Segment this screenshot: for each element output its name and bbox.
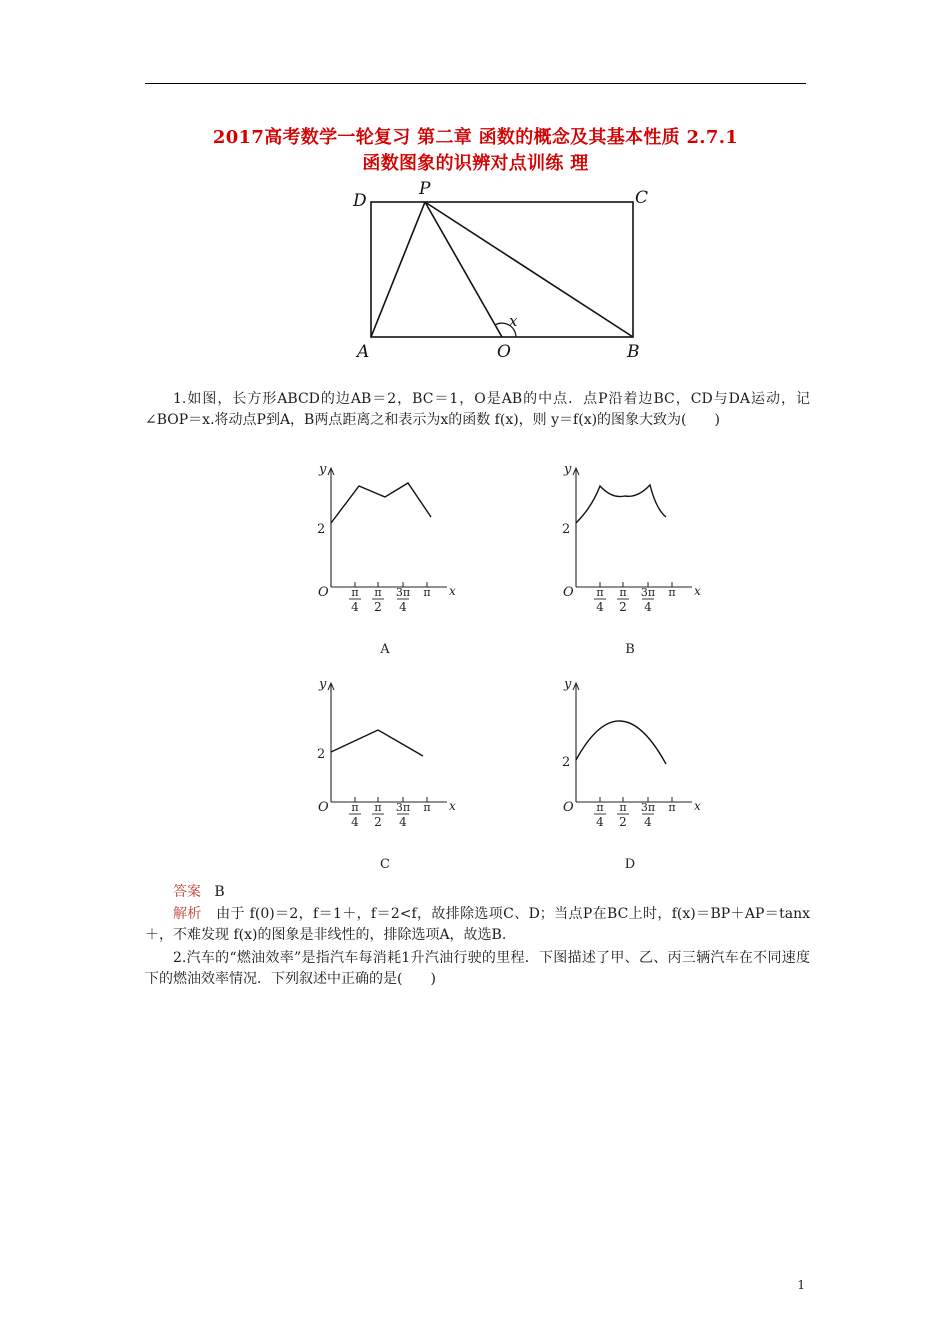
y-axis-label: y [319, 677, 327, 692]
origin-label: O [318, 800, 329, 815]
label-p: P [419, 179, 431, 199]
x-tick-numerator: π [351, 801, 359, 814]
y-tick-label: 2 [562, 755, 571, 770]
y-tick-label: 2 [317, 522, 326, 537]
x-tick-numerator: π [619, 801, 627, 814]
x-tick-denominator: 4 [399, 600, 407, 614]
y-axis-label: y [564, 462, 572, 477]
x-tick-numerator: π [619, 586, 627, 599]
question-2: 2.汽车的“燃油效率”是指汽车每消耗1升汽油行驶的里程．下图描述了甲、乙、丙三辆汽车在不同速度下的燃油效率情况．下列叙述中正确的是( ) [145, 950, 810, 987]
x-tick-numerator: π [423, 801, 431, 814]
x-tick-numerator: 3π [395, 801, 411, 814]
label-a: A [357, 342, 370, 362]
x-axis-label: x [449, 584, 456, 598]
header-rule [145, 83, 806, 84]
option-label: C [380, 857, 390, 872]
x-tick-denominator: 2 [619, 815, 627, 829]
x-tick-numerator: π [596, 586, 604, 599]
segment-ap [371, 202, 425, 337]
analysis-paragraph [145, 904, 810, 946]
x-axis-label: x [449, 799, 456, 813]
x-axis-label: x [694, 799, 701, 813]
x-tick-numerator: π [374, 586, 382, 599]
origin-label: O [563, 800, 574, 815]
segment-op [425, 202, 502, 337]
y-tick-label: 2 [562, 522, 571, 537]
x-tick-numerator: π [596, 801, 604, 814]
x-tick-denominator: 4 [351, 600, 359, 614]
graph-d [550, 670, 735, 880]
option-label: D [624, 857, 636, 872]
x-tick-numerator: π [423, 586, 431, 599]
graph-c [305, 670, 490, 880]
function-curve [331, 730, 423, 756]
label-o: O [497, 342, 511, 362]
x-tick-numerator: π [374, 801, 382, 814]
label-b: B [627, 342, 640, 362]
x-tick-denominator: 4 [596, 600, 604, 614]
answer-value: B [214, 884, 225, 900]
x-tick-denominator: 4 [644, 600, 652, 614]
rectangle-figure [340, 175, 660, 375]
graph-b [550, 455, 735, 665]
page-number: 1 [797, 1278, 805, 1292]
y-tick-label: 2 [317, 747, 326, 762]
title-line-1: 2017高考数学一轮复习 第二章 函数的概念及其基本性质 2.7.1 [212, 127, 739, 148]
x-tick-numerator: π [668, 801, 676, 814]
x-tick-denominator: 4 [351, 815, 359, 829]
graph-a [305, 455, 490, 665]
x-tick-numerator: 3π [640, 586, 656, 599]
x-tick-denominator: 4 [596, 815, 604, 829]
origin-label: O [563, 585, 574, 600]
label-x: x [509, 312, 518, 330]
analysis-text: 由于 f(0)＝2，f＝1＋，f＝2<f，故排除选项C、D；当点P在BC上时，f(x)＝BP＋AP＝tanx＋，不难发现 f(x)的图象是非线性的，排除选项A，故选B. [145, 906, 810, 943]
x-tick-denominator: 4 [644, 815, 652, 829]
rectangle-abcd [371, 202, 633, 337]
title-line-2: 函数图象的识辨对点训练 理 [362, 153, 589, 174]
analysis-label: 解析 [173, 906, 202, 922]
x-tick-numerator: π [351, 586, 359, 599]
x-axis-label: x [694, 584, 701, 598]
option-label: B [625, 642, 635, 657]
y-axis-label: y [564, 677, 572, 692]
option-label: A [380, 642, 390, 657]
document-title [145, 125, 806, 177]
segment-bp [425, 202, 633, 337]
x-tick-denominator: 2 [374, 600, 382, 614]
x-tick-numerator: π [668, 586, 676, 599]
x-tick-numerator: 3π [640, 801, 656, 814]
function-curve [576, 485, 666, 523]
function-curve [331, 483, 431, 523]
x-tick-numerator: 3π [395, 586, 411, 599]
x-tick-denominator: 2 [619, 600, 627, 614]
origin-label: O [318, 585, 329, 600]
x-tick-denominator: 2 [374, 815, 382, 829]
label-c: C [635, 188, 649, 208]
question-1: 1.如图，长方形ABCD的边AB＝2，BC＝1，O是AB的中点．点P沿着边BC，CD与DA运动，记∠BOP＝x.将动点P到A，B两点距离之和表示为x的函数 f(x)，则 y＝f(x)的图象大致为( ) [145, 391, 810, 428]
label-d: D [353, 191, 367, 211]
function-curve [576, 721, 666, 764]
answer-line [145, 882, 810, 903]
answer-label: 答案 [173, 884, 201, 900]
x-tick-denominator: 4 [399, 815, 407, 829]
y-axis-label: y [319, 462, 327, 477]
